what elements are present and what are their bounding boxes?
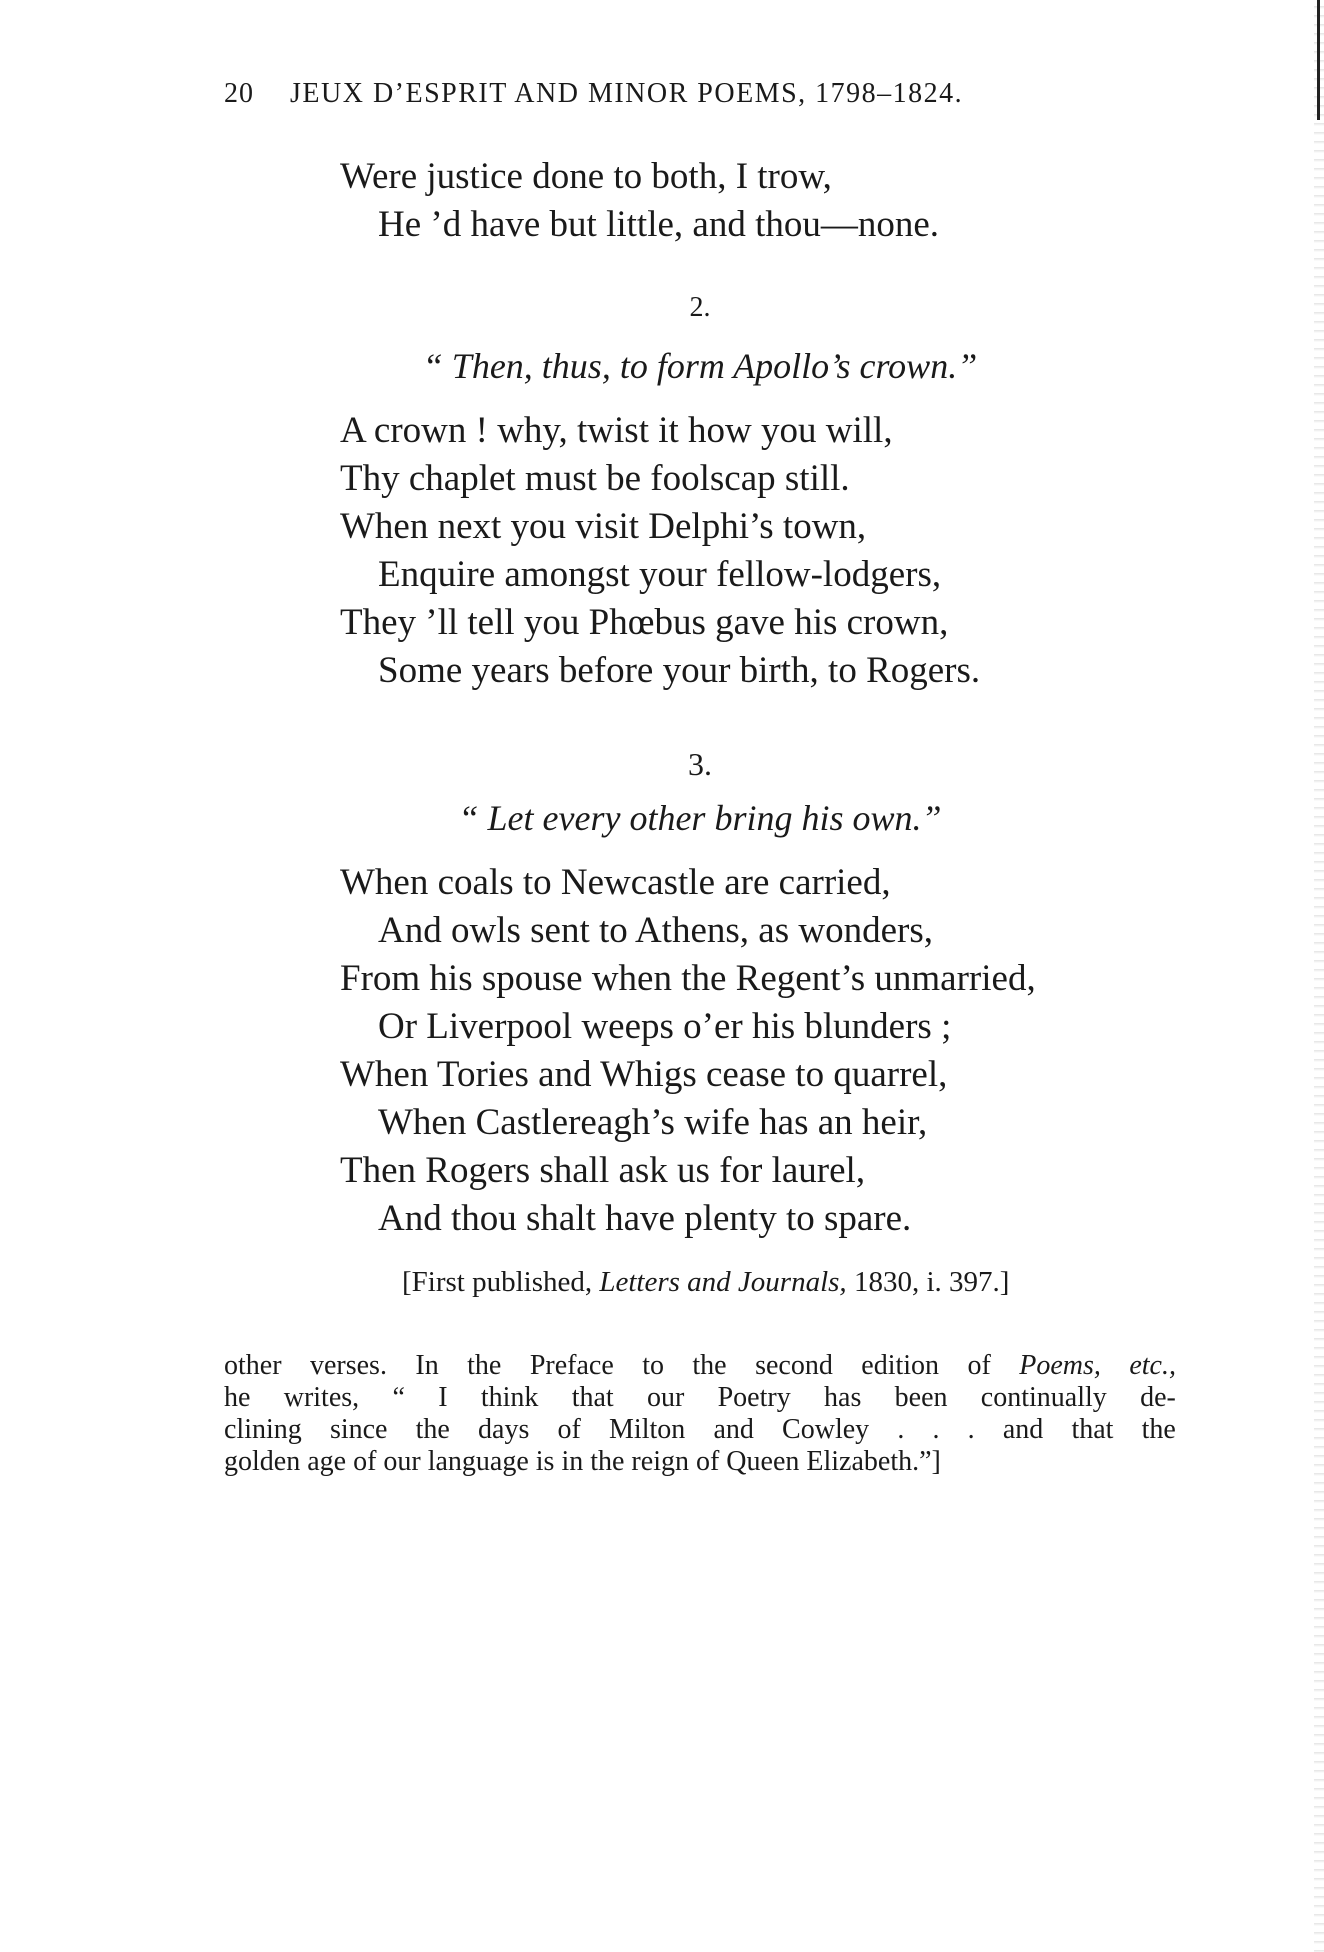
section-number: 2.	[689, 292, 711, 323]
footnote-word: that	[571, 1382, 614, 1413]
footnote-word: second	[755, 1350, 833, 1381]
citation-suffix: 1830, i. 397.]	[846, 1266, 1010, 1298]
section-number: 3.	[688, 746, 712, 782]
footnote-line: golden age of our language is in the reign of Queen Elizabeth.”]	[224, 1446, 941, 1477]
footnote-word: clining	[224, 1414, 302, 1445]
verse-line: When next you visit Delphi’s town,	[340, 506, 867, 547]
section-motto: “ Then, thus, to form Apollo’s crown.”	[422, 346, 978, 386]
footnote-word: has	[824, 1382, 862, 1413]
footnote-line	[224, 1352, 1176, 1380]
verse-line: Or Liverpool weeps o’er his blunders ;	[378, 1006, 952, 1047]
footnote-word: to	[642, 1350, 664, 1381]
footnote-word: been	[894, 1382, 948, 1413]
footnote-word: Cowley	[782, 1414, 870, 1445]
scan-edge	[1314, 0, 1324, 1952]
footnote-word: etc.,	[1129, 1350, 1176, 1381]
footnote-word: de-	[1140, 1382, 1176, 1413]
footnote-word: since	[329, 1414, 388, 1445]
footnote-word: .	[967, 1414, 975, 1445]
verse-line: And owls sent to Athens, as wonders,	[378, 910, 933, 951]
footnote-line	[224, 1416, 1176, 1444]
footnote-word: the	[1141, 1414, 1176, 1445]
verse-line: From his spouse when the Regent’s unmarried,	[340, 958, 1036, 999]
publication-citation	[402, 1266, 1009, 1299]
verse-line: Enquire amongst your fellow-lodgers,	[378, 554, 942, 595]
footnote-line	[224, 1384, 1176, 1412]
footnote-word: the	[415, 1414, 450, 1445]
footnote-word: the	[467, 1350, 502, 1381]
running-header	[224, 78, 1124, 110]
footnote-word: verses.	[309, 1350, 387, 1381]
footnote-word: .	[932, 1414, 940, 1445]
footnote-word: Poems,	[1019, 1350, 1101, 1381]
footnote-word: “	[392, 1382, 405, 1413]
footnote-word: continually	[980, 1382, 1107, 1413]
footnote-word: that	[1071, 1414, 1114, 1445]
citation-prefix: [First published,	[402, 1266, 600, 1298]
footnote-word: and	[1002, 1414, 1044, 1445]
footnote-word: writes,	[283, 1382, 360, 1413]
footnote-word: .	[897, 1414, 905, 1445]
verse-line: When Tories and Whigs cease to quarrel,	[340, 1054, 948, 1095]
footnote-word: think	[480, 1382, 539, 1413]
footnote-word: In	[415, 1350, 439, 1381]
verse-line: Thy chaplet must be foolscap still.	[340, 458, 850, 499]
running-title: JEUX D’ESPRIT AND MINOR POEMS, 1798–1824.	[290, 78, 964, 109]
verse-line: Some years before your birth, to Rogers.	[378, 650, 981, 691]
footnote-word: Preface	[529, 1350, 614, 1381]
footnote-word: he	[224, 1382, 251, 1413]
page-number: 20	[224, 78, 254, 109]
footnote-word: of	[557, 1414, 581, 1445]
verse-line: And thou shalt have plenty to spare.	[378, 1198, 912, 1239]
footnote-word: Milton	[609, 1414, 686, 1445]
footnote-word: other	[224, 1350, 282, 1381]
footnote-word: edition	[861, 1350, 940, 1381]
verse-line: A crown ! why, twist it how you will,	[340, 410, 893, 451]
section-motto: “ Let every other bring his own.”	[458, 798, 942, 838]
footnote-word: of	[967, 1350, 991, 1381]
verse-line: They ’ll tell you Phœbus gave his crown,	[340, 602, 949, 643]
footnote-word: the	[692, 1350, 727, 1381]
verse-line: When coals to Newcastle are carried,	[340, 862, 891, 903]
footnote-word: our	[646, 1382, 685, 1413]
footnote-word: I	[438, 1382, 448, 1413]
verse-line: He ’d have but little, and thou—none.	[378, 204, 940, 245]
verse-line: When Castlereagh’s wife has an heir,	[378, 1102, 928, 1143]
verse-line: Then Rogers shall ask us for laurel,	[340, 1150, 866, 1191]
footnote-word: days	[478, 1414, 530, 1445]
footnote-word: Poetry	[717, 1382, 791, 1413]
citation-source: Letters and Journals,	[599, 1266, 847, 1298]
footnote-word: and	[713, 1414, 754, 1445]
verse-line: Were justice done to both, I trow,	[340, 156, 832, 197]
scan-edge-rule	[1317, 0, 1320, 120]
